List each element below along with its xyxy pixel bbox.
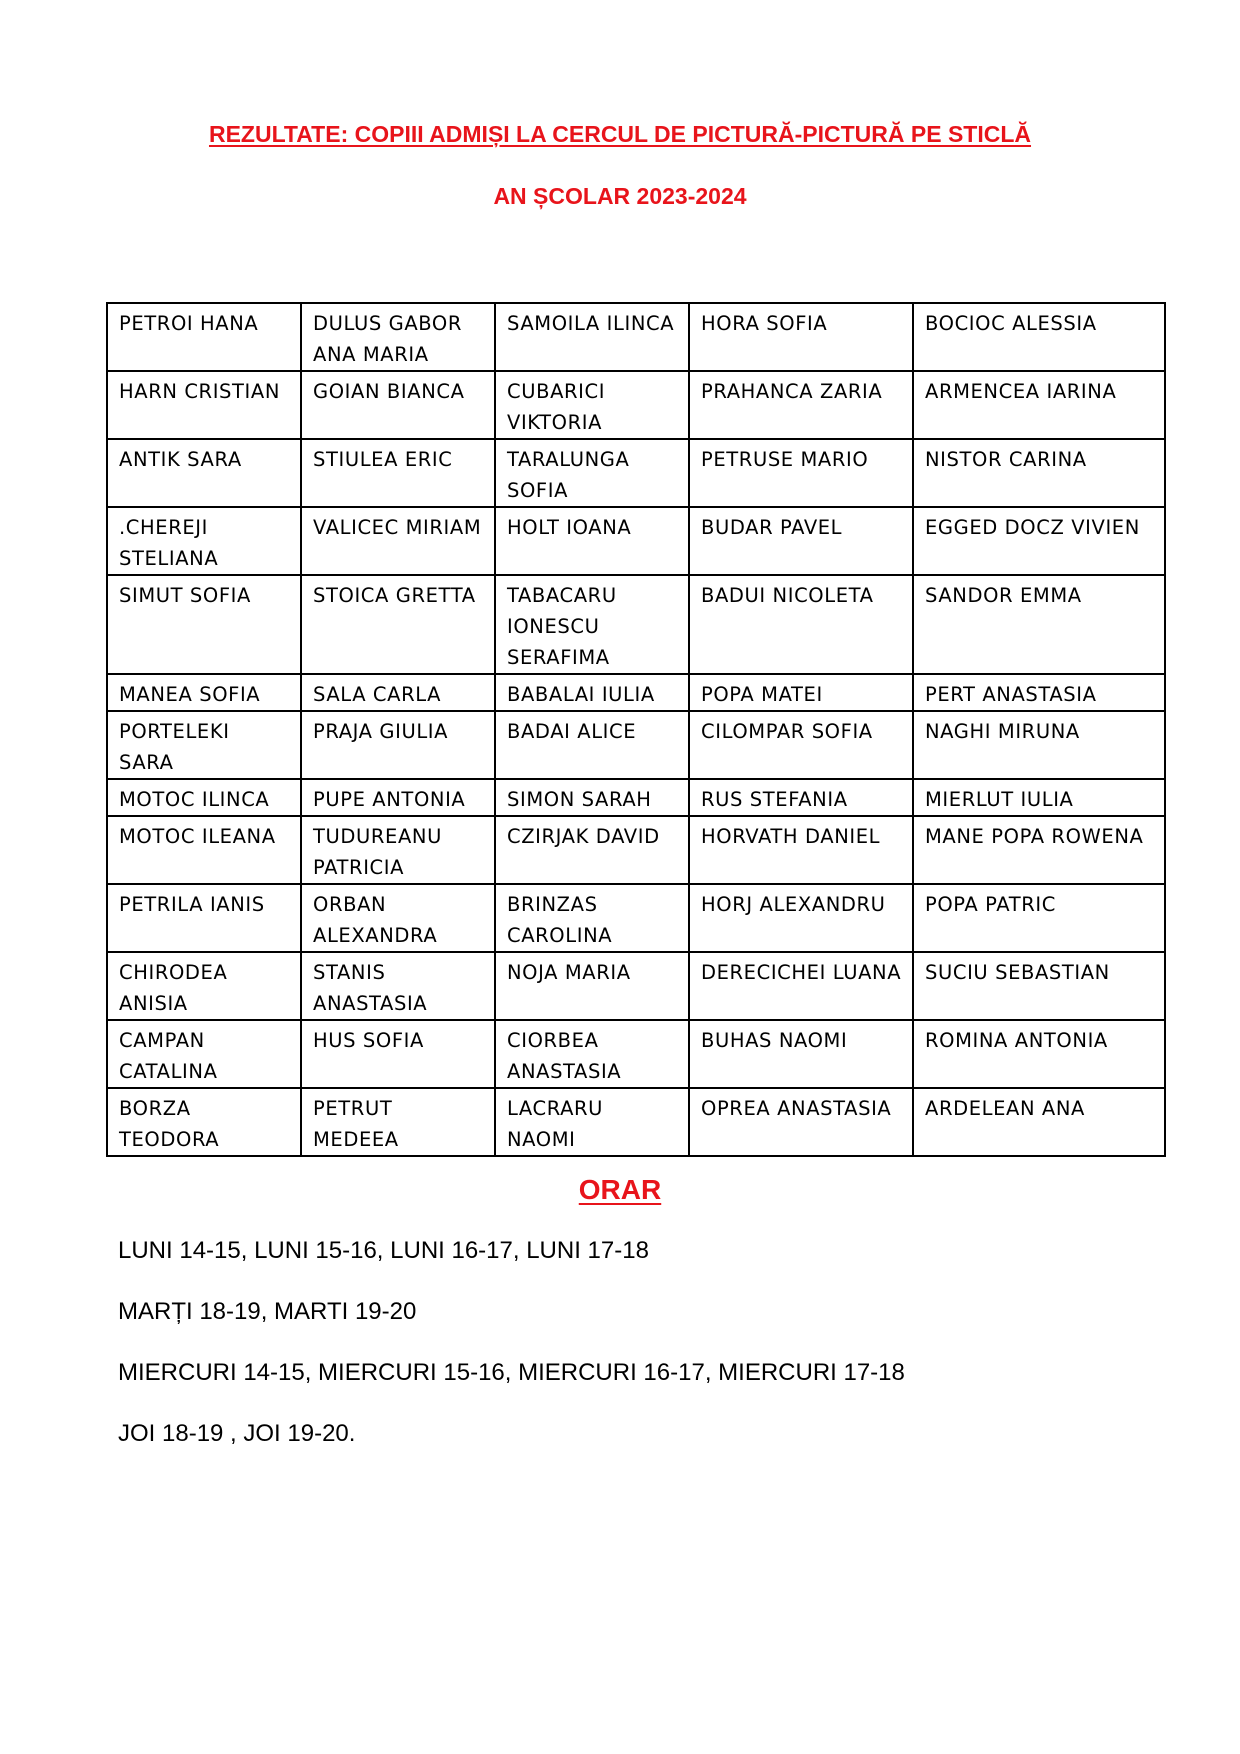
name-cell: CIORBEA ANASTASIA (495, 1020, 689, 1088)
table-row (107, 371, 1165, 439)
name-cell: GOIAN BIANCA (301, 371, 495, 439)
name-cell: SIMUT SOFIA (107, 575, 301, 674)
document-title: REZULTATE: COPIII ADMIȘI LA CERCUL DE PICTURĂ-PICTURĂ PE STICLĂ (208, 121, 1032, 147)
name-cell: BUHAS NAOMI (689, 1020, 913, 1088)
name-cell: PETRILA IANIS (107, 884, 301, 952)
name-cell: POPA MATEI (689, 674, 913, 711)
name-cell: NAGHI MIRUNA (913, 711, 1165, 779)
name-cell: BADUI NICOLETA (689, 575, 913, 674)
name-cell: HORVATH DANIEL (689, 816, 913, 884)
name-cell: CILOMPAR SOFIA (689, 711, 913, 779)
name-cell: PUPE ANTONIA (301, 779, 495, 816)
school-year-subtitle: AN ȘCOLAR 2023-2024 (493, 183, 747, 209)
name-cell: TABACARU IONESCU SERAFIMA (495, 575, 689, 674)
table-row (107, 674, 1165, 711)
name-cell: PETRUSE MARIO (689, 439, 913, 507)
table-row (107, 711, 1165, 779)
name-cell: BOCIOC ALESSIA (913, 303, 1165, 371)
name-cell: NOJA MARIA (495, 952, 689, 1020)
name-cell: TUDUREANU PATRICIA (301, 816, 495, 884)
name-cell: ANTIK SARA (107, 439, 301, 507)
name-cell: PERT ANASTASIA (913, 674, 1165, 711)
table-row (107, 952, 1165, 1020)
table-row (107, 779, 1165, 816)
name-cell: OPREA ANASTASIA (689, 1088, 913, 1156)
name-cell: HORJ ALEXANDRU (689, 884, 913, 952)
name-cell: PETROI HANA (107, 303, 301, 371)
name-cell: SIMON SARAH (495, 779, 689, 816)
name-cell: NISTOR CARINA (913, 439, 1165, 507)
schedule-line-tuesday: MARȚI 18-19, MARTI 19-20 (118, 1298, 417, 1325)
name-cell: SUCIU SEBASTIAN (913, 952, 1165, 1020)
table-row (107, 816, 1165, 884)
name-cell: EGGED DOCZ VIVIEN (913, 507, 1165, 575)
name-cell: STANIS ANASTASIA (301, 952, 495, 1020)
name-cell: HORA SOFIA (689, 303, 913, 371)
name-cell: SAMOILA ILINCA (495, 303, 689, 371)
name-cell: HUS SOFIA (301, 1020, 495, 1088)
name-cell: BABALAI IULIA (495, 674, 689, 711)
name-cell: ORBAN ALEXANDRA (301, 884, 495, 952)
name-cell: RUS STEFANIA (689, 779, 913, 816)
name-cell: STIULEA ERIC (301, 439, 495, 507)
schedule-heading: ORAR (578, 1174, 662, 1205)
table-row (107, 507, 1165, 575)
schedule-line-thursday: JOI 18-19 , JOI 19-20. (118, 1420, 356, 1447)
table-row (107, 1088, 1165, 1156)
name-cell: SALA CARLA (301, 674, 495, 711)
name-cell: DERECICHEI LUANA (689, 952, 913, 1020)
name-cell: PRAHANCA ZARIA (689, 371, 913, 439)
name-cell: VALICEC MIRIAM (301, 507, 495, 575)
table-body (107, 303, 1165, 1156)
name-cell: BADAI ALICE (495, 711, 689, 779)
admitted-children-table (106, 302, 1166, 1157)
name-cell: BRINZAS CAROLINA (495, 884, 689, 952)
name-cell: HOLT IOANA (495, 507, 689, 575)
name-cell: PRAJA GIULIA (301, 711, 495, 779)
name-cell: CZIRJAK DAVID (495, 816, 689, 884)
name-cell: HARN CRISTIAN (107, 371, 301, 439)
name-cell: TARALUNGA SOFIA (495, 439, 689, 507)
table-row (107, 303, 1165, 371)
name-cell: STOICA GRETTA (301, 575, 495, 674)
table-row (107, 575, 1165, 674)
name-cell: ARMENCEA IARINA (913, 371, 1165, 439)
name-cell: DULUS GABOR ANA MARIA (301, 303, 495, 371)
name-cell: ROMINA ANTONIA (913, 1020, 1165, 1088)
name-cell: CAMPAN CATALINA (107, 1020, 301, 1088)
name-cell: CHIRODEA ANISIA (107, 952, 301, 1020)
name-cell: MANE POPA ROWENA (913, 816, 1165, 884)
name-cell: POPA PATRIC (913, 884, 1165, 952)
name-cell: MOTOC ILEANA (107, 816, 301, 884)
name-cell: MANEA SOFIA (107, 674, 301, 711)
name-cell: MIERLUT IULIA (913, 779, 1165, 816)
name-cell: PORTELEKI SARA (107, 711, 301, 779)
name-cell: LACRARU NAOMI (495, 1088, 689, 1156)
table-row (107, 884, 1165, 952)
name-cell: SANDOR EMMA (913, 575, 1165, 674)
name-cell: BORZA TEODORA (107, 1088, 301, 1156)
schedule-line-wednesday: MIERCURI 14-15, MIERCURI 15-16, MIERCURI 16-17, MIERCURI 17-18 (118, 1359, 905, 1386)
table-row (107, 439, 1165, 507)
name-cell: .CHEREJI STELIANA (107, 507, 301, 575)
name-cell: PETRUT MEDEEA (301, 1088, 495, 1156)
table-row (107, 1020, 1165, 1088)
schedule-line-monday: LUNI 14-15, LUNI 15-16, LUNI 16-17, LUNI 17-18 (118, 1237, 649, 1264)
name-cell: MOTOC ILINCA (107, 779, 301, 816)
name-cell: CUBARICI VIKTORIA (495, 371, 689, 439)
name-cell: BUDAR PAVEL (689, 507, 913, 575)
name-cell: ARDELEAN ANA (913, 1088, 1165, 1156)
